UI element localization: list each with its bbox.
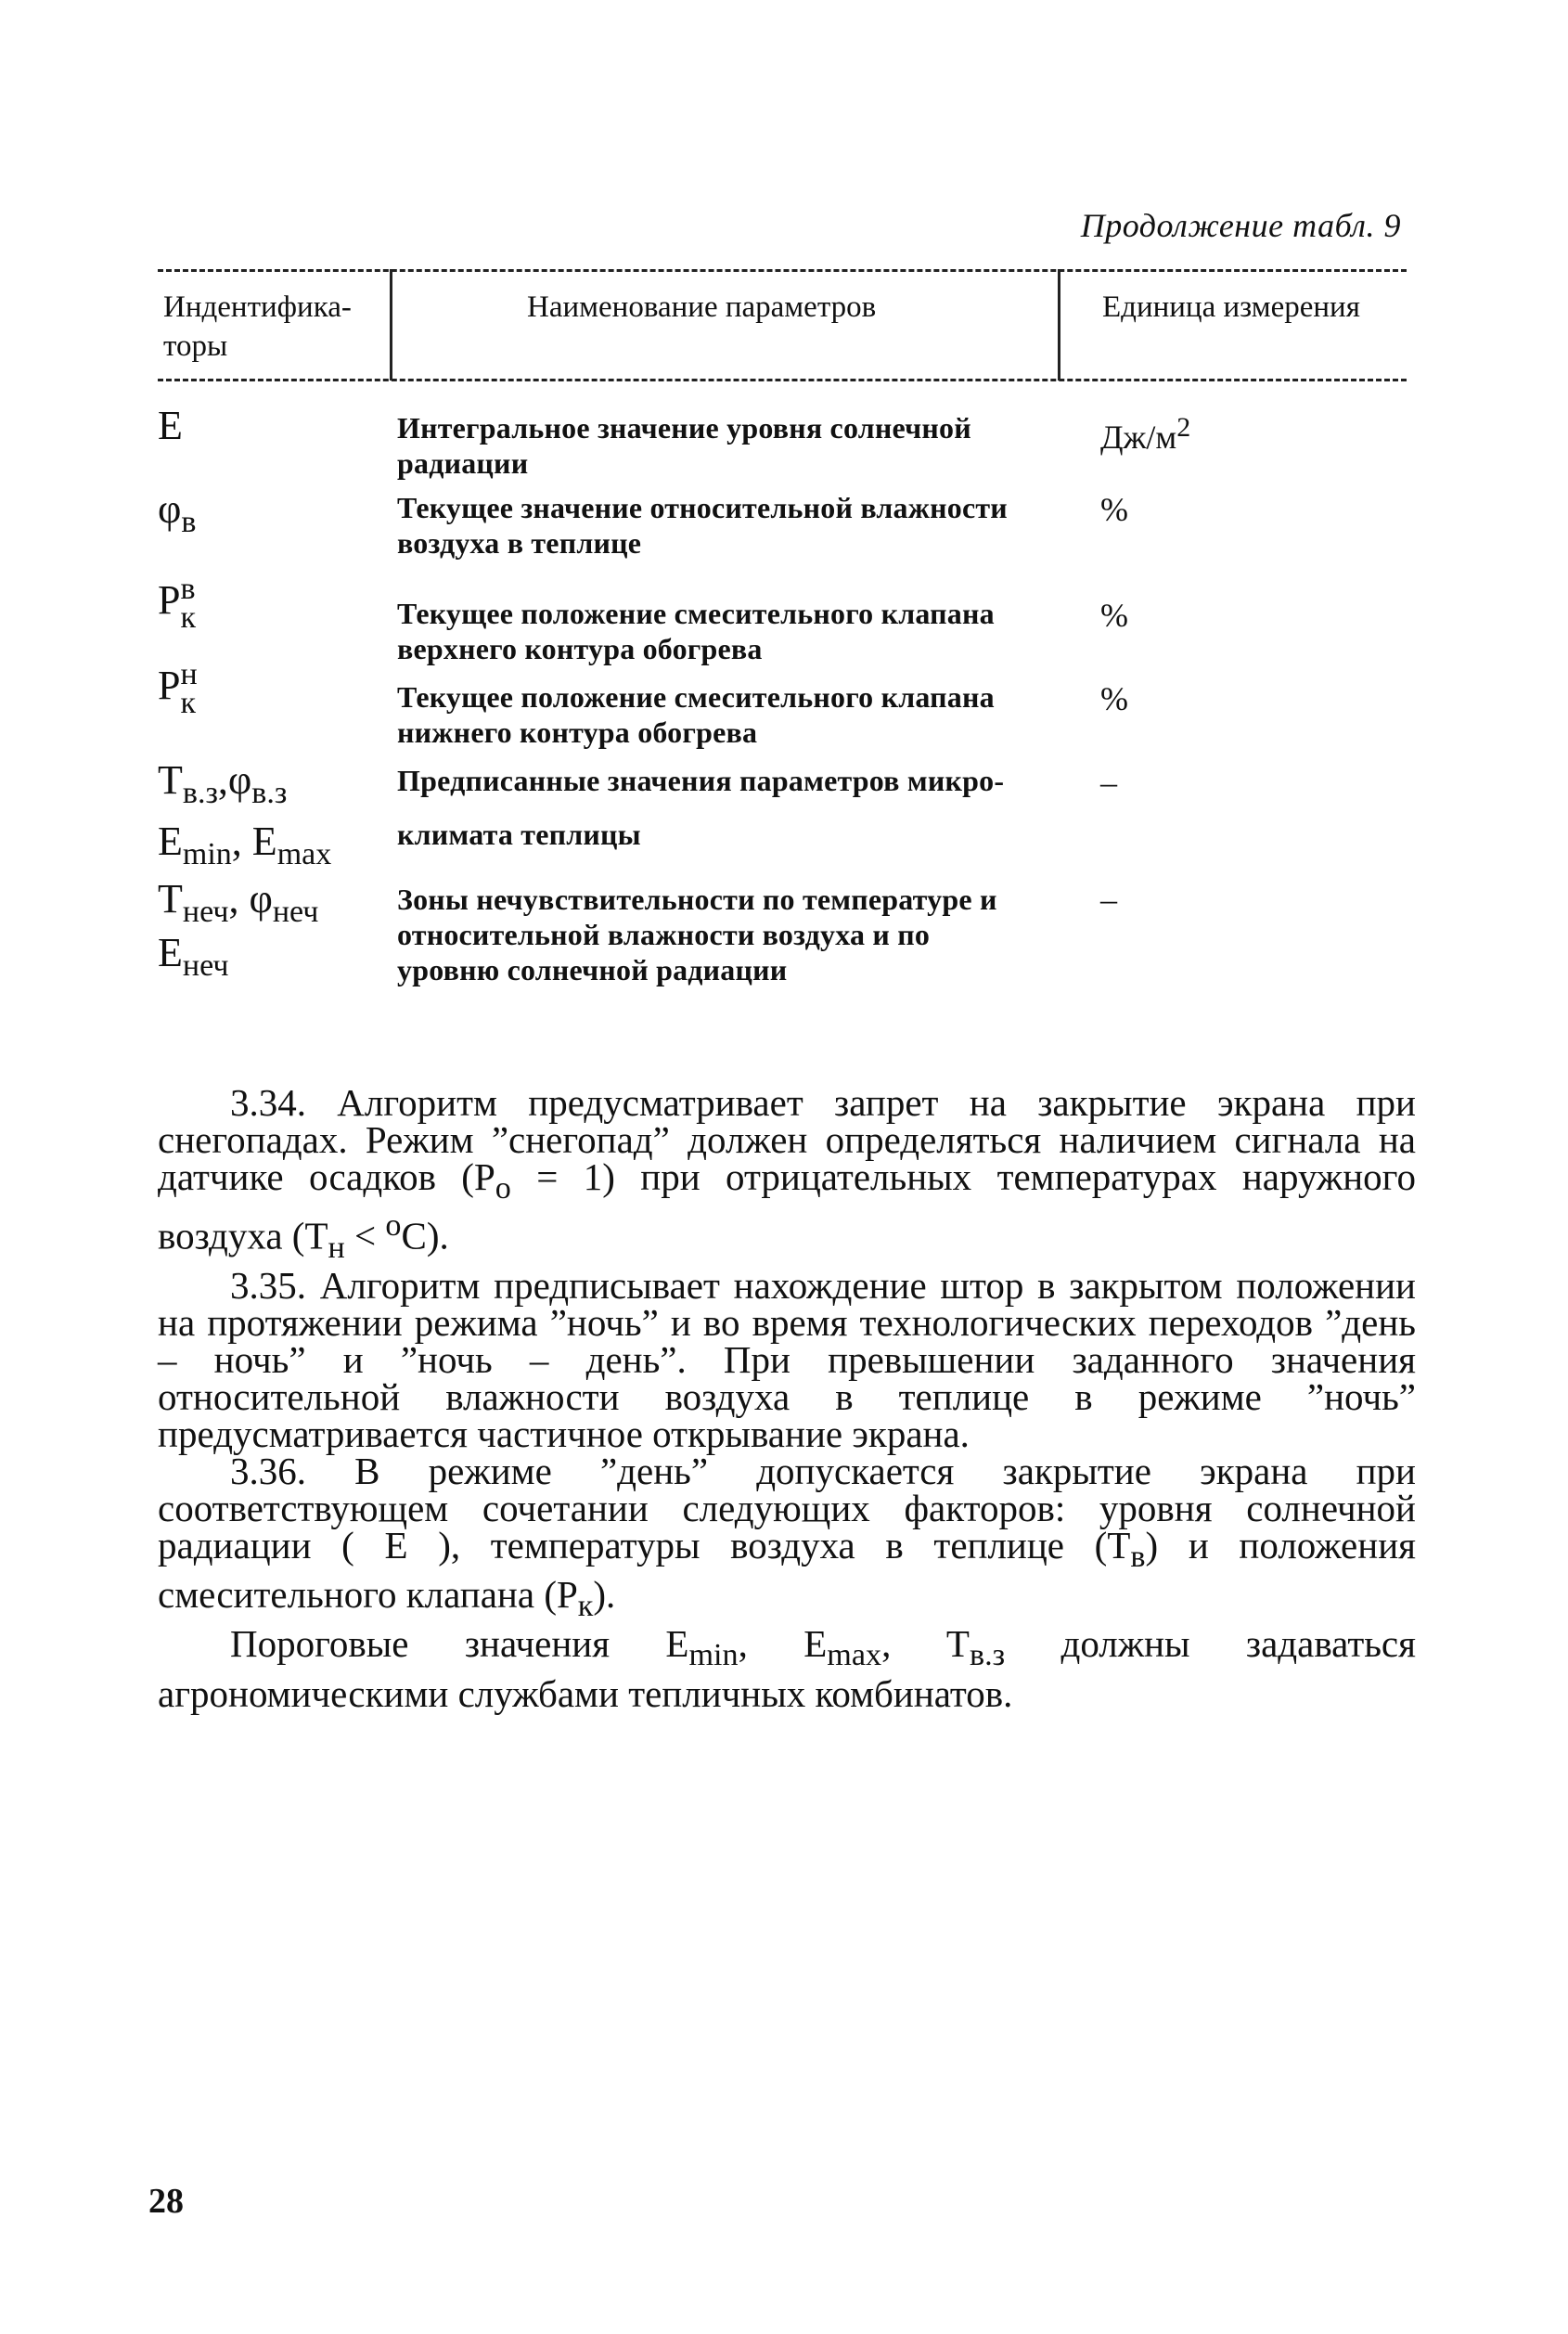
table-col-divider-2 xyxy=(1058,269,1060,380)
row4-unit: % xyxy=(1100,680,1128,717)
row6-name: Зоны нечувствительности по температуре и относительной влажности воздуха и по уровню солнечной радиации xyxy=(397,883,997,986)
row6-identifier-line2 xyxy=(158,928,228,991)
row3-ident-base: P xyxy=(158,577,181,623)
paragraph-3-36 xyxy=(158,1452,1416,1625)
p4-part-b: , E xyxy=(738,1622,828,1666)
row2-identifier xyxy=(158,484,196,548)
p1-sup: о xyxy=(385,1208,402,1244)
row5-ident-d-sub: max xyxy=(276,836,332,871)
row3-name: Текущее положение смесительного клапана верхнего контура обогрева xyxy=(397,597,995,665)
p4-sub-3: в.з xyxy=(969,1638,1006,1673)
row4-name: Текущее положение смесительного клапана нижнего контура обогрева xyxy=(397,680,995,749)
row6-ident-c: E xyxy=(158,930,183,975)
row6-ident-c-sub: неч xyxy=(182,948,229,983)
row1-unit-base: Дж/м xyxy=(1100,419,1177,456)
p3-part-b: ) и положения смесительного клапана (P xyxy=(158,1524,1416,1617)
row5-unit: – xyxy=(1100,764,1117,801)
row6-unit: – xyxy=(1100,881,1117,918)
row5-ident-b-sub: в.з xyxy=(251,775,288,810)
paragraph-3-34 xyxy=(158,1081,1416,1267)
paragraph-3-35: 3.35. Алгоритм предписывает нахождение штор в закрытом положении на протяжении режима ”ночь” и во время технологических переходов ”день – ночь” и ”ночь – день”. При превышении заданного значения относительной влажности воздуха в теплице в режиме ”ночь” предусматривается частичное открывание экрана. xyxy=(158,1264,1416,1456)
row2-ident-base: φ xyxy=(158,486,182,532)
row6-ident-a: T xyxy=(158,876,183,922)
row5-ident-c-sub: min xyxy=(182,836,232,871)
table-header-bottom-rule xyxy=(158,379,1407,381)
row3-identifier xyxy=(158,572,197,635)
row6-ident-b-sub: неч xyxy=(272,894,319,929)
row5-identifier-line1: $T_{в.з},\varphi_{в.з}$ xyxy=(158,757,288,810)
row5-ident-b: φ xyxy=(227,757,252,803)
p4-part-a: Пороговые значения E xyxy=(230,1622,689,1666)
p3-sub-1: в xyxy=(1130,1540,1146,1575)
row1-name: Интегральное значение уровня солнечной радиации xyxy=(397,411,971,480)
p1-part-a: 3.34. Алгоритм предусматривает запрет на закрытие экрана при снегопадах. Режим ”снегопад” должен определяться наличием сигнала на датчике осадков (P xyxy=(158,1081,1416,1198)
p3-part-c: ). xyxy=(593,1573,616,1617)
p1-part-b: = 1) при отрицательных температурах наружного воздуха (T xyxy=(158,1155,1416,1257)
p3-part-a: 3.36. В режиме ”день” допускается закрытие экрана при соответствующем сочетании следующих факторов: уровня солнечной радиации ( E ), температуры воздуха в теплице (T xyxy=(158,1450,1416,1567)
p3-sub-2: к xyxy=(577,1589,594,1624)
row2-unit: % xyxy=(1100,491,1128,528)
row3-unit: % xyxy=(1100,597,1128,634)
paragraph-thresholds xyxy=(158,1622,1416,1715)
row5-name-line2: климата теплицы xyxy=(397,818,641,851)
row5-identifier-line2: $E_{min}$, $E_{max}$ xyxy=(158,819,332,871)
row3-ident-sup: в xyxy=(180,572,196,607)
row2-ident-sub: в xyxy=(181,504,197,539)
row3-ident-scripts xyxy=(180,572,197,635)
row1-unit-sup: 2 xyxy=(1176,412,1191,443)
row5-name-line1: Предписанные значения параметров микро- xyxy=(397,764,1005,797)
p4-part-d: должны задаваться агрономическими службами тепличных комбинатов. xyxy=(158,1622,1416,1715)
row6-ident-a-sub: неч xyxy=(182,894,229,929)
page-number: 28 xyxy=(148,2182,184,2221)
header-identifiers: Индентифика-торы xyxy=(163,290,352,363)
table-caption: Продолжение табл. 9 xyxy=(1080,207,1401,244)
p1-sub-1: о xyxy=(495,1171,511,1206)
body-text xyxy=(158,1081,1416,1715)
p4-sub-2: max xyxy=(827,1638,882,1673)
p1-part-c: < xyxy=(344,1214,386,1257)
row6-ident-b: φ xyxy=(249,876,273,922)
p1-sub-2: н xyxy=(328,1231,345,1266)
row1-unit xyxy=(1100,408,1190,457)
table-col-divider-1 xyxy=(390,269,392,380)
row2-name: Текущее значение относительной влажности воздуха в теплице xyxy=(397,491,1008,560)
table-top-rule xyxy=(158,269,1407,272)
row5-ident-a: T xyxy=(158,757,183,803)
row1-identifier xyxy=(158,401,183,451)
row3-ident-sub: к xyxy=(180,600,197,635)
row4-identifier xyxy=(158,657,198,720)
row1-ident-base: E xyxy=(158,403,183,448)
p4-sub-1: min xyxy=(688,1638,739,1673)
row5-ident-a-sub: в.з xyxy=(182,775,218,810)
p1-part-d: C). xyxy=(401,1214,449,1257)
row4-ident-sup: н xyxy=(180,657,198,692)
row4-ident-scripts xyxy=(180,657,198,720)
p4-part-c: , T xyxy=(881,1622,970,1666)
row5-ident-c: E xyxy=(158,819,183,864)
header-parameter-name: Наименование параметров xyxy=(527,290,877,324)
row4-ident-sub: к xyxy=(180,685,197,720)
row6-identifier-line1: $T_{неч}$, $\varphi_{неч}$ xyxy=(158,876,319,929)
row4-ident-base: P xyxy=(158,663,181,708)
header-unit: Единица измерения xyxy=(1102,290,1360,324)
row5-ident-d: E xyxy=(251,819,277,864)
